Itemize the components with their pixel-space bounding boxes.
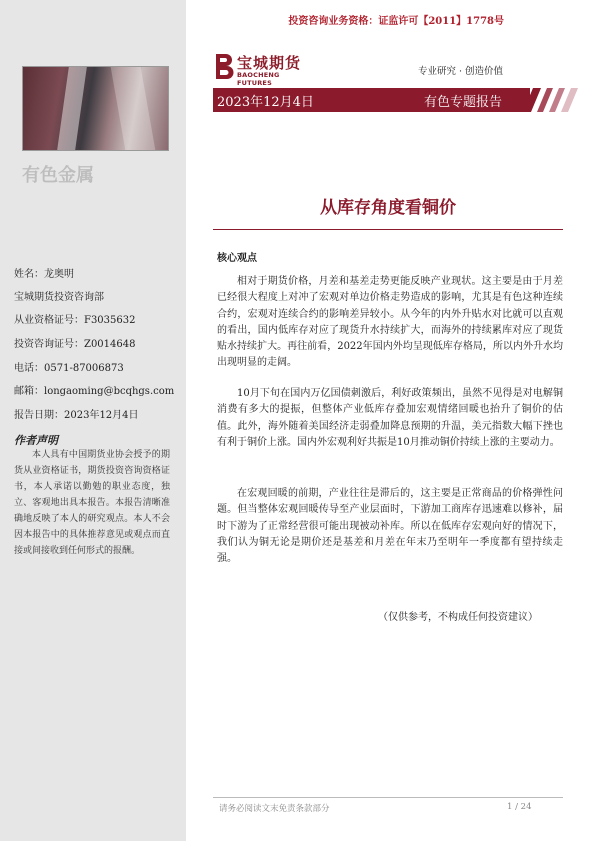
author-declaration-title: 作者声明 [14, 434, 58, 447]
report-date: 报告日期：2023年12月4日 [14, 410, 139, 421]
license-number: 从业资格证号：F3035632 [14, 315, 136, 326]
consult-number: 投资咨询证号：Z0014648 [14, 339, 136, 350]
investment-disclaimer: （仅供参考，不构成任何投资建议） [378, 612, 538, 623]
author-declaration-text: 本人具有中国期货业协会授予的期货从业资格证书，期货投资咨询资格证书，本人承诺以勤勉的职业态度，独立、客观地出具本报告。本报告清晰准确地反映了本人的研究观点。本人不会因本报告中的具体推荐意见或观点而直接或间接收到任何形式的报酬。 [14, 450, 170, 556]
license-line: 投资咨询业务资格：证监许可【2011】1778号 [288, 16, 504, 27]
logo-english-name: BAOCHENG FUTURES [237, 71, 280, 87]
logo-chinese-name: 宝城期货 [237, 54, 302, 72]
cover-photo [22, 66, 169, 151]
report-type: 有色专题报告 [424, 95, 503, 110]
footer-divider [213, 797, 563, 798]
paragraph-1: 相对于期货价格，月差和基差走势更能反映产业现状。这主要是由于月差已经很大程度上对冲了宏观对单边价格走势造成的影响，尤其是有色这种连续合约，宏观对连续合约的影响差异较小。从今年的内外升贴水对比就可以直观的看出，国内低库存对应了现货升水持续扩大，而海外的持续累库对应了现货贴水持续扩大。再往前看，2022年国内外均呈现低库存格局，所以内外升水均出现明显的走阔。 [217, 276, 563, 369]
page-number: 1 / 24 [507, 802, 532, 812]
paragraph-2: 10月下旬在国内万亿国债刺激后，利好政策频出，虽然不见得是对电解铜消费有多大的提振，但整体产业低库存叠加宏观情绪回暖也抬升了铜价的估值。此外，海外随着美国经济走弱叠加降息预期的升温，美元指数大幅下挫也有利于铜价上涨。国内外宏观利好共振是10月推动铜价持续上涨的主要动力。 [217, 388, 563, 448]
banner-date: 2023年12月4日 [217, 95, 314, 110]
footer-note: 请务必阅读文末免责条款部分 [219, 804, 330, 814]
section-heading: 核心观点 [217, 253, 257, 264]
paragraph-3: 在宏观回暖的前期，产业往往是滞后的，这主要是正常商品的价格弹性问题。但当整体宏观回暖传导至产业层面时，下游加工商库存迅速难以修补，届时下游为了正常经营很可能出现被动补库。所以在低库存宏观向好的情况下，我们认为铜无论是期价还是基差和月差在年末乃至明年一季度都有望持续走强。 [217, 488, 563, 565]
company-logo [213, 52, 315, 87]
email: 邮箱：longaoming@bcqhgs.com [14, 386, 175, 397]
analyst-name: 姓名：龙奥明 [14, 269, 74, 280]
sidebar [0, 0, 186, 841]
sector-title: 有色金属 [22, 165, 94, 186]
department: 宝城期货投资咨询部 [14, 292, 104, 303]
logo-mark-icon [213, 52, 235, 80]
banner-stripes [523, 88, 578, 112]
date-banner [213, 88, 563, 112]
slogan: 专业研究 · 创造价值 [418, 66, 504, 77]
report-title: 从库存角度看铜价 [320, 198, 456, 218]
title-divider [213, 229, 563, 230]
phone: 电话：0571-87006873 [14, 363, 124, 374]
